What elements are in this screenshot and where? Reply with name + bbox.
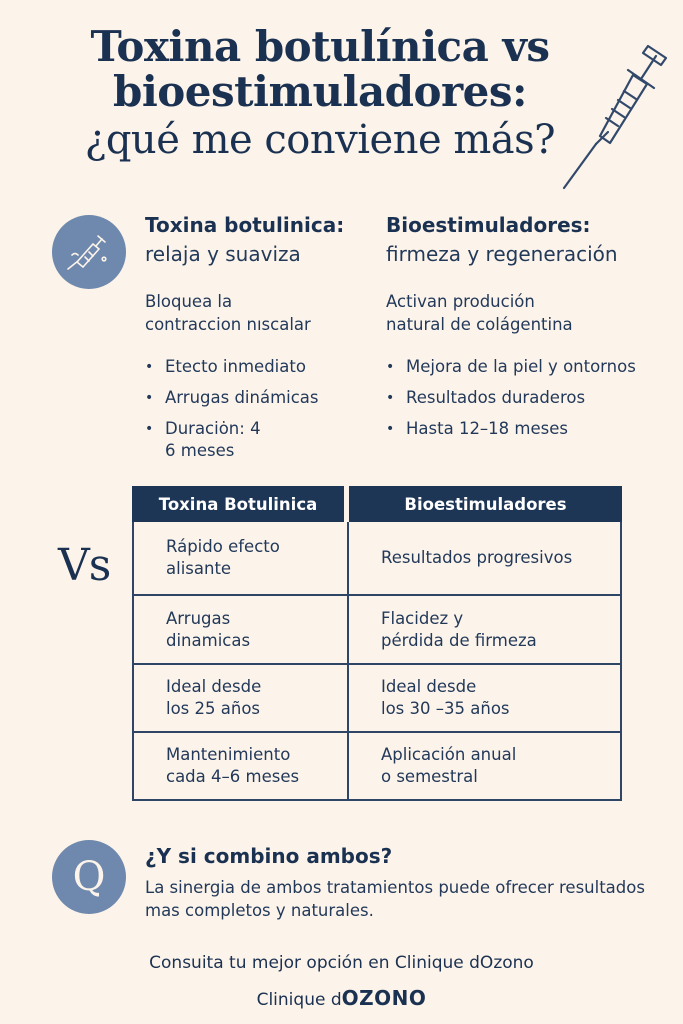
title-line-2: bioestimuladores:	[112, 67, 528, 117]
q-letter-icon: Q	[72, 854, 106, 900]
call-to-action: Consuita tu mejor opción en Clinique dOzono	[149, 953, 534, 973]
bioestimuladores-description: Activan produción natural de colágentina	[386, 292, 573, 334]
table-cell: Aplicación anual o semestral	[349, 733, 622, 801]
bioestimuladores-summary	[386, 212, 676, 449]
table-cell: Rápido efecto alisante	[132, 522, 349, 596]
table-header-row	[132, 486, 622, 522]
list-item: • Hasta 12–18 meses	[386, 418, 676, 440]
table-cell: Flacidez y pérdida de firmeza	[349, 596, 622, 665]
table-cell: Ideal desde los 25 años	[132, 665, 349, 733]
brand-logo	[0, 986, 683, 1010]
vs-label: Vs	[58, 540, 111, 591]
toxina-description: Bloquea la contraccion nıscalar	[145, 292, 311, 334]
bioestimuladores-subheading: firmeza y regeneración	[386, 242, 618, 266]
page-title	[40, 24, 600, 162]
list-item: • Mejora de la piel y ontornos	[386, 356, 676, 378]
table-row	[132, 596, 622, 665]
toxina-bullets	[145, 356, 375, 462]
combination-heading: ¿Y si combino ambos?	[145, 844, 393, 868]
list-item: • Etecto inmediato	[145, 356, 375, 378]
title-line-1: Toxina botulínica vs	[90, 22, 550, 71]
combination-text: La sinergia de ambos tratamientos puede ofrecer resultados mas completos y naturales.	[145, 878, 645, 920]
toxina-heading: Toxina botulinica:	[145, 213, 345, 237]
syringe-circle-badge	[52, 215, 126, 289]
question-circle-badge	[52, 840, 126, 914]
toxina-subheading: relaja y suaviza	[145, 242, 301, 266]
syringe-icon	[560, 32, 675, 192]
table-row	[132, 665, 622, 733]
brand-prefix: Clinique d	[256, 990, 342, 1010]
table-cell: Mantenimiento cada 4–6 meses	[132, 733, 349, 801]
table-cell: Ideal desde los 30 –35 años	[349, 665, 622, 733]
column-header-bioestimuladores: Bioestimuladores	[349, 486, 622, 522]
brand-name: OZONO	[341, 986, 427, 1010]
table-row	[132, 733, 622, 801]
toxina-summary	[145, 212, 375, 471]
column-header-toxina: Toxina Botulinica	[132, 486, 349, 522]
bioestimuladores-heading: Bioestimuladores:	[386, 213, 591, 237]
combination-section	[145, 842, 665, 922]
list-item: • Arrugas dinámicas	[145, 387, 375, 409]
title-line-3: ¿qué me conviene más?	[84, 116, 556, 163]
comparison-table	[132, 486, 622, 801]
syringe-icon	[52, 215, 126, 289]
table-row	[132, 522, 622, 596]
table-cell: Resultados progresivos	[349, 522, 622, 596]
list-item: • Duraciȯn: 4 6 meses	[145, 418, 375, 462]
list-item: • Resultados duraderos	[386, 387, 676, 409]
table-cell: Arrugas dinamicas	[132, 596, 349, 665]
bioestimuladores-bullets	[386, 356, 676, 440]
